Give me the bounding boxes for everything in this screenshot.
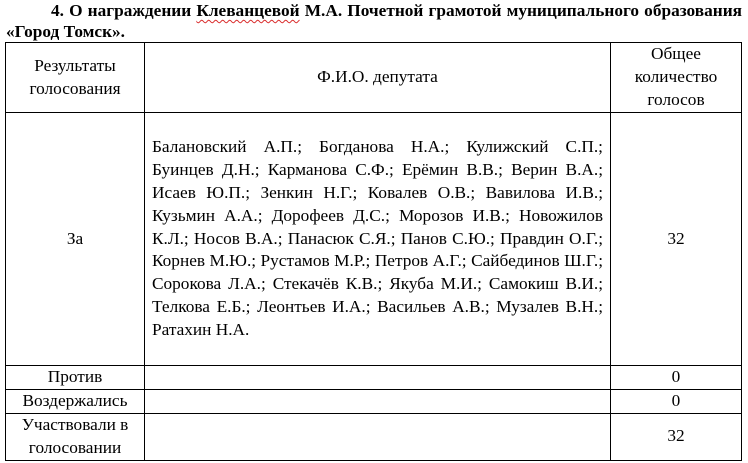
heading-text-before: О награждении <box>69 1 197 20</box>
table-row-against <box>6 366 742 390</box>
agenda-item-number: 4. <box>51 1 64 20</box>
deputy-names <box>145 413 611 460</box>
vote-count: 32 <box>611 113 742 366</box>
deputy-names <box>145 389 611 413</box>
vote-count: 0 <box>611 366 742 390</box>
result-label: Воздержались <box>6 389 145 413</box>
table-row-participated <box>6 413 742 460</box>
result-label: Участвовали в голосовании <box>6 413 145 460</box>
heading-name-emphasis: Клеванцевой <box>196 1 300 20</box>
table-row-for <box>6 113 742 366</box>
header-results: Результаты голосования <box>6 43 145 113</box>
header-deputy-name: Ф.И.О. депутата <box>145 43 611 113</box>
result-label: Против <box>6 366 145 390</box>
header-total-votes: Общее количество голосов <box>611 43 742 113</box>
deputy-names: Балановский А.П.; Богданова Н.А.; Кулижский С.П.; Буинцев Д.Н.; Карманова С.Ф.; Ерёмин В.В.; Верин В.А.; Исаев Ю.П.; Зенкин Н.Г.; Ковалев О.В.; Вавилова И.В.; Кузьмин А.А.; Дорофеев Д.С.; Морозов И.В.; Новожилов К.Л.; Носов В.А.; Панасюк С.Я.; Панов С.Ю.; Правдин О.Г.; Корнев М.Ю.; Рустамов М.Р.; Петров А.Г.; Сайбединов Ш.Г.; Сорокова Л.А.; Стекачёв К.В.; Якуба М.И.; Самокиш В.И.; Телкова Е.Б.; Леонтьев И.А.; Васильев А.В.; Музалев В.Н.; Ратахин Н.А. <box>145 113 611 366</box>
table-header-row <box>6 43 742 113</box>
deputy-names <box>145 366 611 390</box>
vote-count: 32 <box>611 413 742 460</box>
voting-results-table <box>5 42 742 461</box>
result-label: За <box>6 113 145 366</box>
vote-count: 0 <box>611 389 742 413</box>
agenda-item-heading <box>6 0 742 42</box>
heading-text-after: М.А. Почетной грамотой муниципального образования «Город Томск». <box>6 1 742 41</box>
table-row-abstained <box>6 389 742 413</box>
